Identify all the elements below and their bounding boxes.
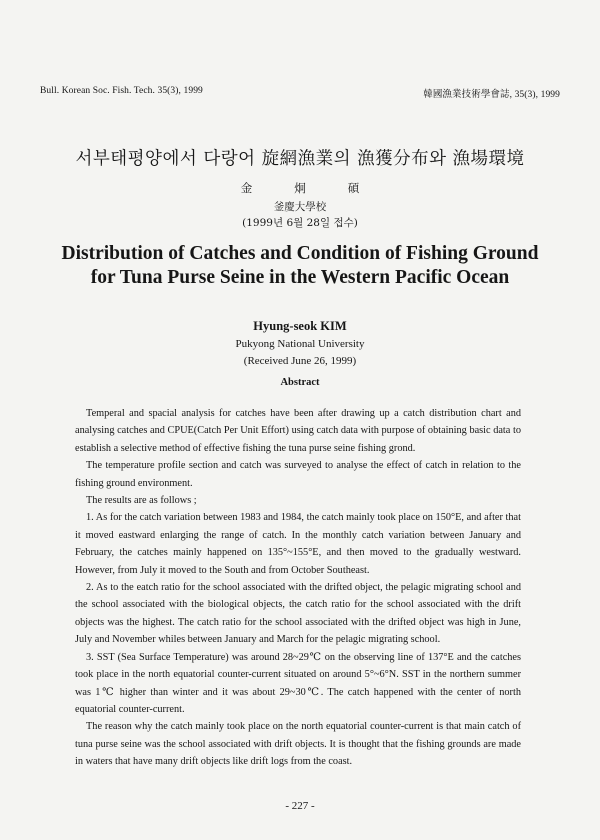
abstract-paragraph: The temperature profile section and catch was surveyed to analyse the effect of catch in relation to the fishing ground environment. [75,460,521,489]
page-number: - 227 - [285,800,315,812]
english-received-date: (Received June 26, 1999) [243,355,357,367]
abstract-paragraph: The results are as follows ; [86,495,197,507]
korean-received-date: (1999년 6월 28일 접수) [242,217,358,229]
korean-title: 서부태평양에서 다랑어 旋網漁業의 漁獲分布와 漁場環境 [75,149,525,169]
journal-citation-ko: 韓國漁業技術學會誌, 35(3), 1999 [423,90,560,100]
abstract-paragraph: 1. As for the catch variation between 1983 and 1984, the catch mainly took place on 150°E, and after that it moved eastward enlarging the range of catch. In the monthly catch variation between January and February, the catches mainly happened on 135°~155°E, and then moved to the gradually westward. However, from July it moved to the South and from October Southeast. [75,512,521,576]
english-affiliation: Pukyong National University [235,338,365,350]
abstract-paragraph: 3. SST (Sea Surface Temperature) was around 28~29℃ on the observing line of 137°E and the catches took place in the north equatorial counter-current situated on around 5°~6°N. SST in the northern summer was 1℃ higher than winter and it was about 29~30℃. The catch happened with the center of north equatorial counter-current. [75,651,521,715]
korean-affiliation: 釜慶大學校 [273,201,327,213]
abstract-paragraph: The reason why the catch mainly took place on the north equatorial counter-current is that main catch of tuna purse seine was the school associated with drift objects. It is thought that the fishing grounds are made in waters that have many drift objects like drift logs from the coast. [75,721,521,768]
journal-citation-en: Bull. Korean Soc. Fish. Tech. 35(3), 1999 [40,86,203,96]
abstract-heading: Abstract [280,377,320,388]
abstract-body [75,405,521,771]
running-header [40,86,560,100]
korean-author: 金炯碩 [240,181,402,195]
abstract-paragraph: 2. As to the eatch ratio for the school associated with the drifted object, the pelagic migrating school and the school associated with the biological objects, the catch ratio for the school associated with the drift objects was the highest. The catch ratio for the school associated with the drifted object was high in June, July and November whiles between January and March for the pelagic migrating school. [75,582,521,646]
english-author: Hyung-seok KIM [253,319,347,333]
english-title: Distribution of Catches and Condition of Fishing Ground for Tuna Purse Seine in the Western Pacific Ocean [61,243,539,288]
abstract-paragraph: Temperal and spacial analysis for catches have been after drawing up a catch distribution chart and analysing catches and CPUE(Catch Per Unit Effort) using catch data with purpose of obtaining basic data to establish a selective method of effective fishing the tuna purse seine fishing grond. [75,408,521,454]
